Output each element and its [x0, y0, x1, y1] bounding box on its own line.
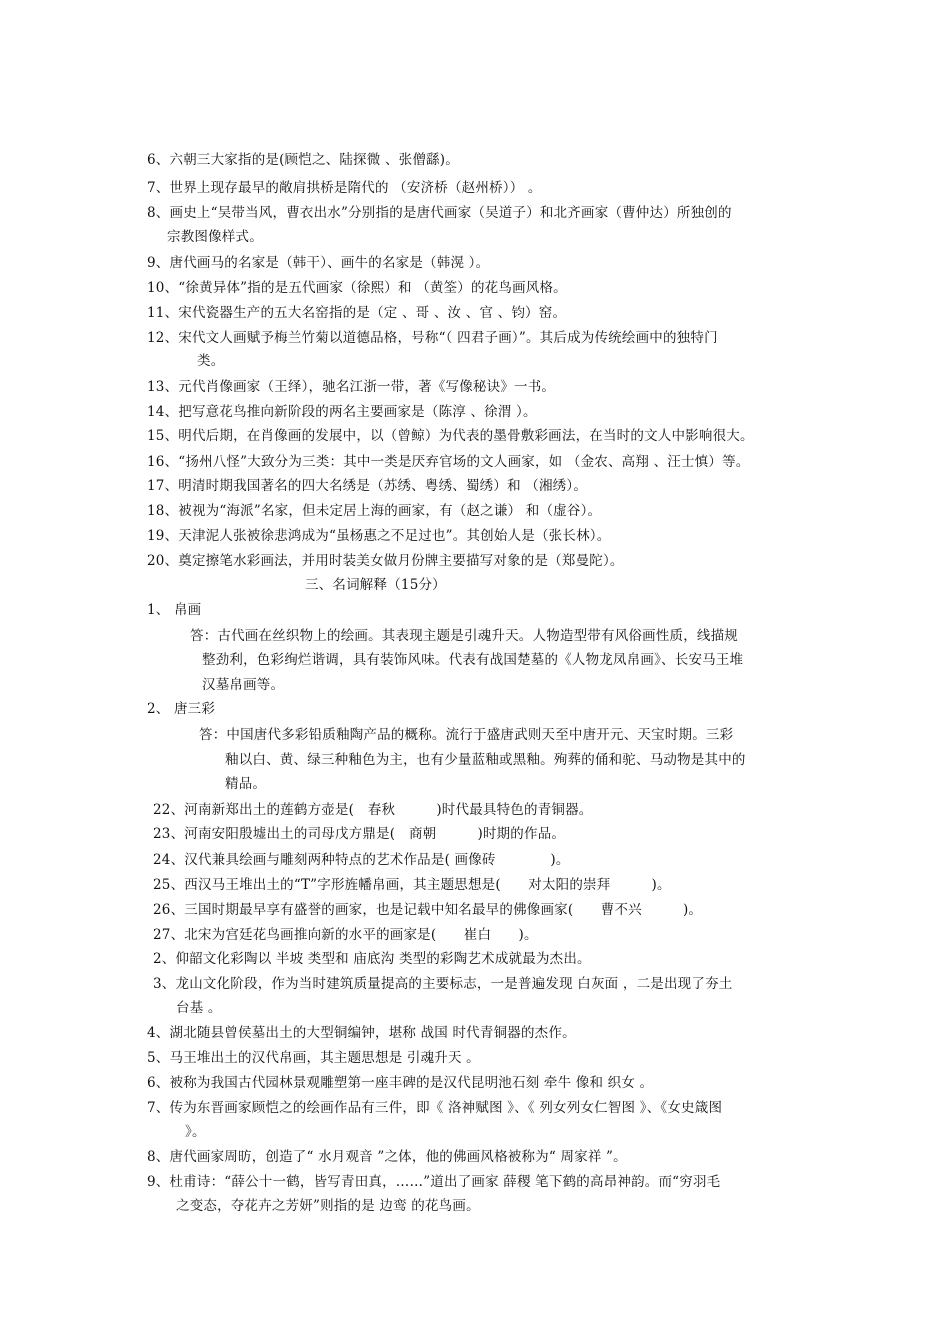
- text-line: 6、被称为我国古代园林景观雕塑第一座丰碑的是汉代昆明池石刻 牵牛 像和 织女 。: [147, 1075, 654, 1091]
- text-line: 8、唐代画家周昉，创造了“ 水月观音 ”之体，他的佛画风格被称为“ 周家祥 ”。: [147, 1149, 627, 1165]
- text-line: 18、被视为“海派”名家，但未定居上海的画家，有（赵之谦） 和（虚谷）。: [147, 503, 602, 519]
- text-line: 2、仰韶文化彩陶以 半坡 类型和 庙底沟 类型的彩陶艺术成就最为杰出。: [153, 951, 591, 967]
- text-line: 类。: [197, 353, 225, 369]
- text-line: 26、三国时期最早享有盛誉的画家，也是记载中知名最早的佛像画家( 曹不兴 )。: [153, 902, 703, 918]
- text-line: 6、六朝三大家指的是(顾恺之、陆探微 、张僧繇)。: [147, 152, 459, 168]
- text-line: 16、“扬州八怪”大致分为三类：其中一类是厌弃官场的文人画家，如 （金农、高翔 、汪士慎）等。: [147, 454, 750, 470]
- text-line: 22、河南新郑出土的莲鹤方壶是( 春秋 )时代最具特色的青铜器。: [153, 802, 593, 818]
- text-line: 答：中国唐代多彩铅质釉陶产品的概称。流行于盛唐武则天至中唐开元、天宝时期。三彩: [199, 727, 734, 743]
- text-line: 汉墓帛画等。: [202, 677, 285, 693]
- text-line: 14、把写意花鸟推向新阶段的两名主要画家是（陈淳 、徐渭 ）。: [147, 404, 537, 420]
- text-line: 9、唐代画马的名家是（韩干）、画牛的名家是（韩滉 ）。: [147, 255, 490, 271]
- text-line: 精品。: [225, 776, 267, 792]
- text-line: 7、传为东晋画家顾恺之的绘画作品有三件，即《 洛神赋图 》、《 列女列女仁智图 》、《女史箴图: [147, 1100, 723, 1116]
- text-line: 23、河南安阳殷墟出土的司母戊方鼎是( 商朝 )时期的作品。: [153, 826, 566, 842]
- text-line: 釉以白、黄、绿三种釉色为主，也有少量蓝釉或黑釉。殉葬的俑和驼、马动物是其中的: [225, 752, 746, 768]
- text-line: 宗教图像样式。: [167, 229, 263, 245]
- text-line: 整劲利，色彩绚烂谐调，具有装饰风味。代表有战国楚墓的《人物龙凤帛画》、长安马王堆: [202, 652, 744, 668]
- text-line: 之变态，夺花卉之芳妍”则指的是 边鸾 的花鸟画。: [176, 1198, 480, 1214]
- text-line: 17、明清时期我国著名的四大名绣是（苏绣、粤绣、蜀绣）和 （湘绣）。: [147, 478, 588, 494]
- text-line: 》。: [185, 1124, 206, 1140]
- term-heading: 1、 帛画: [147, 602, 202, 618]
- text-line: 25、西汉马王堆出土的“T”字形旌幡帛画，其主题思想是( 对太阳的崇拜 )。: [153, 877, 671, 893]
- text-line: 答：古代画在丝织物上的绘画。其表现主题是引魂升天。人物造型带有风俗画性质，线描规: [190, 628, 738, 644]
- text-line: 12、宋代文人画赋予梅兰竹菊以道德品格，号称“（ 四君子画）”。其后成为传统绘画中的独特门: [147, 330, 718, 346]
- text-line: 15、明代后期，在肖像画的发展中，以（曾鲸）为代表的墨骨敷彩画法，在当时的文人中影响很大。: [147, 428, 754, 444]
- text-line: 9、杜甫诗：“薛公十一鹤，皆写青田真，……”道出了画家 薛稷 笔下鹤的高昂神韵。而“穷羽毛: [147, 1174, 721, 1190]
- text-line: 8、画史上“吴带当风，曹衣出水”分别指的是唐代画家（吴道子）和北齐画家（曹仲达）所独创的: [147, 205, 732, 221]
- text-line: 20、奠定擦笔水彩画法，并用时装美女做月份牌主要描写对象的是（郑曼陀）。: [147, 553, 624, 569]
- text-line: 11、宋代瓷器生产的五大名窑指的是（定 、哥 、汝 、官 、钧）窑。: [147, 305, 567, 321]
- text-line: 10、“徐黄异体”指的是五代画家（徐熙）和 （黄筌）的花鸟画风格。: [147, 280, 567, 296]
- text-line: 13、元代肖像画家（王绎），驰名江浙一带，著《写像秘诀》一书。: [147, 379, 556, 395]
- text-line: 4、湖北随县曾侯墓出土的大型铜编钟，堪称 战国 时代青铜器的杰作。: [147, 1025, 576, 1041]
- text-line: 19、天津泥人张被徐悲鸿成为“虽杨惠之不足过也”。其创始人是（张长林）。: [147, 528, 611, 544]
- text-line: 7、世界上现存最早的敞肩拱桥是隋代的 （安济桥（赵州桥）） 。: [147, 180, 542, 196]
- section-heading: 三、名词解释（15分）: [305, 577, 446, 593]
- text-line: 27、北宋为宫廷花鸟画推向新的水平的画家是( 崔白 )。: [153, 927, 538, 943]
- text-line: 台基 。: [176, 1000, 222, 1016]
- term-heading: 2、 唐三彩: [147, 701, 216, 717]
- text-line: 24、汉代兼具绘画与雕刻两种特点的艺术作品是( 画像砖 )。: [153, 852, 570, 868]
- text-line: 5、马王堆出土的汉代帛画，其主题思想是 引魂升天 。: [147, 1050, 480, 1066]
- text-line: 3、龙山文化阶段，作为当时建筑质量提高的主要标志，一是普遍发现 白灰面 ，二是出现了夯土: [153, 976, 733, 992]
